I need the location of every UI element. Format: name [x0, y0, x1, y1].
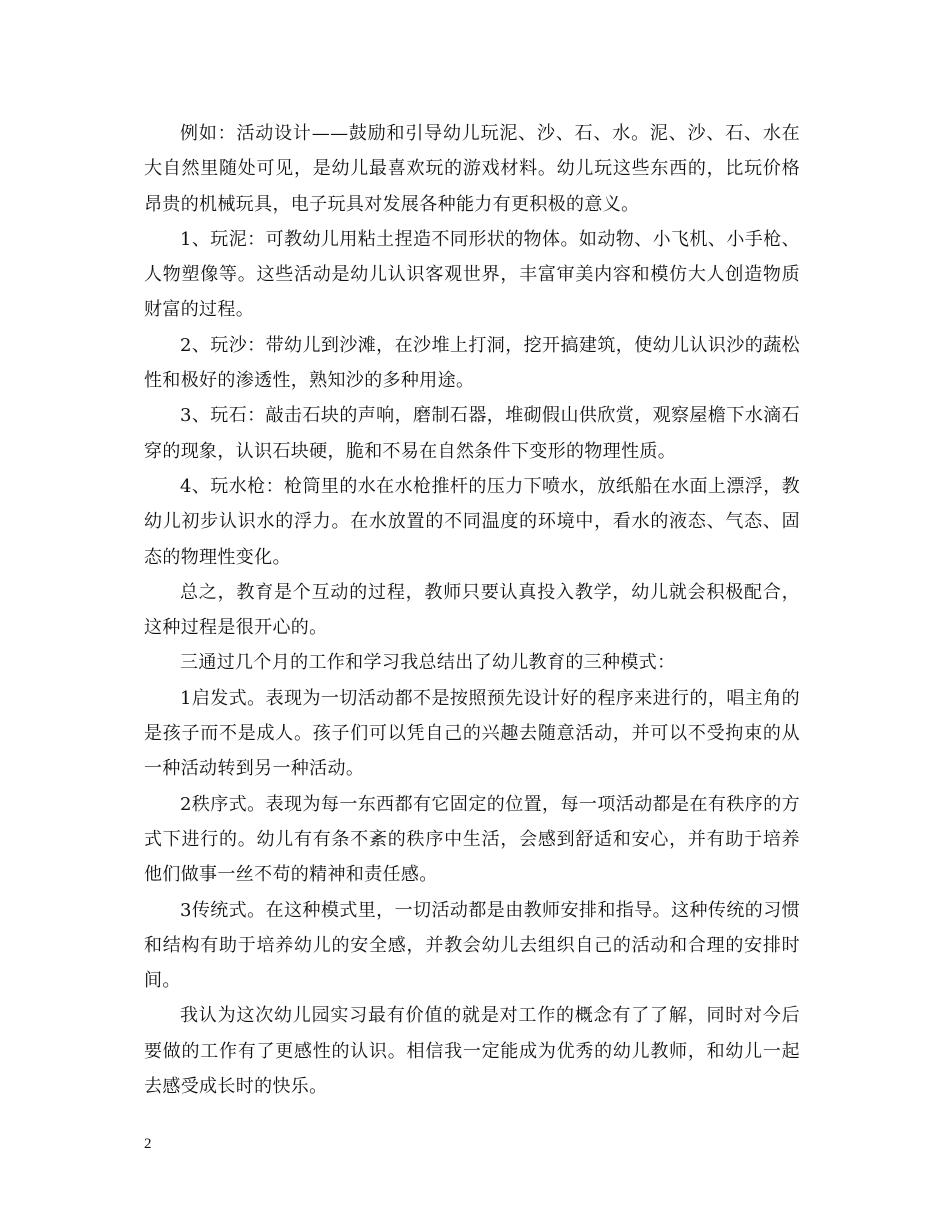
paragraph-conclusion: 我认为这次幼儿园实习最有价值的就是对工作的概念有了了解，同时对今后要做的工作有了更感性的认识。相信我一定能成为优秀的幼儿教师，和幼儿一起去感受成长时的快乐。: [144, 1005, 800, 1098]
paragraph-example-intro: 例如：活动设计——鼓励和引导幼儿玩泥、沙、石、水。泥、沙、石、水在大自然里随处可见，是幼儿最喜欢玩的游戏材料。幼儿玩这些东西的，比玩价格昂贵的机械玩具，电子玩具对发展各种能力有更积极的意义。: [144, 123, 800, 215]
paragraph-mode-order: 2秩序式。表现为每一东西都有它固定的位置，每一项活动都是在有秩序的方式下进行的。幼儿有有条不紊的秩序中生活，会感到舒适和安心，并有助于培养他们做事一丝不苟的精神和责任感。: [144, 793, 800, 886]
paragraph-play-mud: 1、玩泥：可教幼儿用粘土捏造不同形状的物体。如动物、小飞机、小手枪、人物塑像等。这些活动是幼儿认识客观世界，丰富审美内容和模仿大人创造物质财富的过程。: [144, 228, 800, 321]
paragraph-summary: 总之，教育是个互动的过程，教师只要认真投入教学，幼儿就会积极配合，这种过程是很开心的。: [144, 581, 800, 639]
document-body: [144, 116, 800, 1104]
paragraph-play-water-gun: 4、玩水枪：枪筒里的水在水枪推杆的压力下喷水，放纸船在水面上漂浮，教幼儿初步认识水的浮力。在水放置的不同温度的环境中，看水的液态、气态、固态的物理性变化。: [144, 475, 800, 568]
paragraph-play-stone: 3、玩石：敲击石块的声响，磨制石器，堆砌假山供欣赏，观察屋檐下水滴石穿的现象，认识石块硬，脆和不易在自然条件下变形的物理性质。: [144, 405, 800, 462]
paragraph-mode-heuristic: 1启发式。表现为一切活动都不是按照预先设计好的程序来进行的，唱主角的是孩子而不是成人。孩子们可以凭自己的兴趣去随意活动，并可以不受拘束的从一种活动转到另一种活动。: [144, 687, 800, 780]
paragraph-mode-traditional: 3传统式。在这种模式里，一切活动都是由教师安排和指导。这种传统的习惯和结构有助于培养幼儿的安全感，并教会幼儿去组织自己的活动和合理的安排时间。: [144, 899, 800, 992]
paragraph-three-modes-heading: 三通过几个月的工作和学习我总结出了幼儿教育的三种模式：: [180, 652, 676, 674]
page-number: 2: [144, 1136, 152, 1152]
paragraph-play-sand: 2、玩沙：带幼儿到沙滩，在沙堆上打洞，挖开搞建筑，使幼儿认识沙的蔬松性和极好的渗透性，熟知沙的多种用途。: [144, 334, 800, 392]
